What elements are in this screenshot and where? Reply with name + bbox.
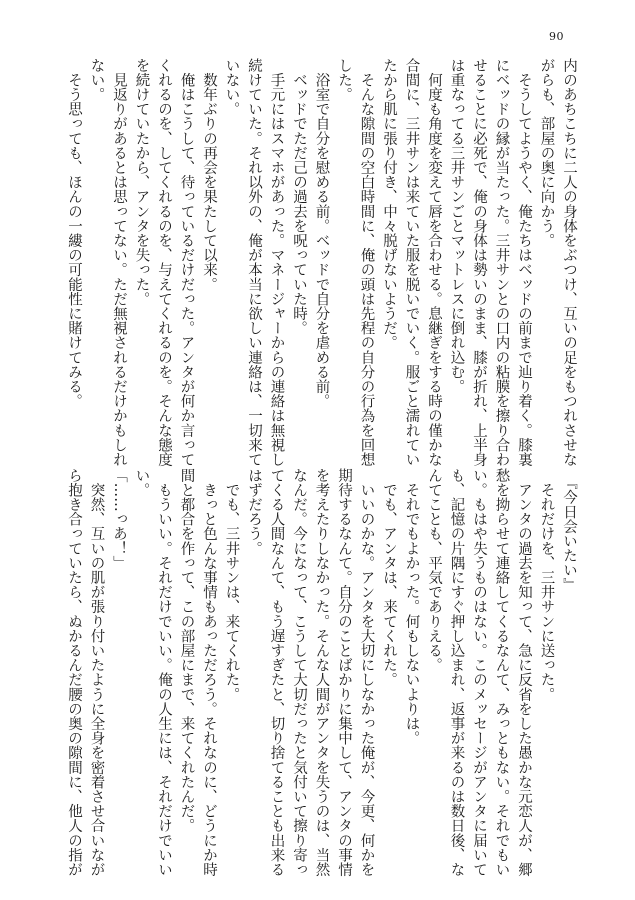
upper-text-line: を続けていたから、アンタを失った。: [133, 58, 150, 307]
lower-text-line: きっと色んな事情もあっただろう。それなのに、どうにか時: [201, 468, 217, 877]
lower-text-line: い。もはや失うものはない。このメッセージがアンタに届いて: [471, 468, 487, 877]
lower-text-line: 間と都合を作って、この部屋にまで、来てくれたんだ。: [178, 468, 195, 833]
lower-text-line: なんだ。今になって、こうして大切だったと気付いて擦り寄っ: [291, 468, 307, 877]
upper-text-line: した。: [336, 58, 352, 102]
lower-text-line: 突然、互いの肌が張り付いたように全身を密着させ合いなが: [88, 468, 105, 877]
lower-text-line: でも、アンタは、来てくれた。: [381, 468, 397, 687]
upper-text-line: 数年ぶりの再会を果たして以来。: [201, 58, 217, 292]
upper-text-line: 手元にはスマホがあった。マネージャーからの連絡は無視し: [268, 58, 285, 467]
lower-text-line: ら抱き合っていたら、ぬかるんだ腰の奥の隙間に、他人の指が: [66, 468, 82, 877]
lower-text-line: でも、三井サンは、来てくれた。: [223, 468, 240, 702]
upper-text-line: そう思っても、ほんの一縷の可能性に賭けてみる。: [66, 58, 82, 409]
lower-text-line: もういい。それだけでいい。俺の人生には、それだけでいい: [156, 468, 172, 877]
lower-text-line: てくる人間なんて、もう遅すぎたと、切り捨てることも出来る: [268, 468, 285, 877]
upper-text-line: 見返りがあるとは思ってない。ただ無視されるだけかもしれ: [111, 58, 127, 467]
upper-text-line: 俺はこうして、待っているだけだった。アンタが何か言って: [178, 58, 195, 467]
upper-text-line: 何度も角度を変えて唇を合わせる。息継ぎをする時の僅かな: [426, 58, 442, 467]
lower-text-line: 「……っあ！」: [111, 468, 127, 571]
upper-text-line: 合間に、三井サンは来ていた服を脱いでいく。服ごと濡れてい: [403, 58, 420, 467]
lower-text-line: も、記憶の片隅にすぐ押し込まれ、返事が来るのは数日後、な: [448, 468, 465, 877]
lower-text-line: 『今日会いたい』: [561, 468, 577, 593]
lower-text-line: アンタの過去を知って、急に反省をした愚かな元恋人が、郷: [516, 468, 532, 877]
lower-text-line: それでもよかった。何もしないよりは。: [403, 468, 420, 746]
upper-text-line: にベッドの縁が当たった。三井サンとの口内の粘膜を擦り合わ: [493, 58, 510, 467]
upper-text-line: たから肌に張り付き、中々脱げないようだ。: [381, 58, 397, 350]
upper-text-line: そうしてようやく、俺たちはベッドの前まで辿り着く。膝裏: [516, 58, 532, 467]
lower-text-line: い。: [133, 468, 150, 498]
page-number: 90: [549, 30, 564, 43]
lower-text-line: いいのかな。アンタを大切にしなかった俺が、今更、何かを: [358, 468, 375, 877]
lower-text-line: んてことも、平気でありえる。: [426, 468, 442, 673]
upper-text-line: くれるのを、してくれるのを、与えてくれるのを。そんな態度: [156, 58, 172, 467]
upper-text-line: 浴室で自分を慰める前。ベッドで自分を虐める前。: [313, 58, 330, 409]
lower-text-line: それだけを、三井サンに送った。: [538, 468, 555, 702]
upper-text-line: 続けていた。それ以外の、俺が本当に欲しい連絡は、一切来て: [246, 58, 262, 467]
upper-text-line: がらも、部屋の奥に向かう。: [538, 58, 555, 248]
upper-text-line: ない。: [88, 58, 105, 102]
text-block-upper: [66, 58, 580, 467]
lower-text-line: はずだろう。: [246, 468, 262, 556]
upper-text-line: 内のあちこちに二人の身体をぶつけ、互いの足をもつれさせな: [561, 58, 577, 467]
upper-text-line: せることに必死で、俺の身体は勢いのまま、膝が折れ、上半身: [471, 58, 487, 467]
lower-text-line: を考えたりしなかった。そんな人間がアンタを失うのは、当然: [313, 468, 330, 877]
upper-text-line: そんな隙間の空白時間に、俺の頭は先程の自分の行為を回想: [358, 58, 375, 467]
lower-text-line: 期待するなんて。自分のことばかりに集中して、アンタの事情: [336, 468, 352, 877]
upper-text-line: いない。: [223, 58, 240, 117]
text-block-lower: [66, 468, 580, 877]
upper-text-line: は重なってる三井サンごとマットレスに倒れ込む。: [448, 58, 465, 394]
lower-text-line: 愁を拗らせて連絡してくるなんて、みっともない。それでもい: [493, 468, 510, 877]
upper-text-line: ベッドでただ己の過去を呪っていた時。: [291, 58, 307, 336]
